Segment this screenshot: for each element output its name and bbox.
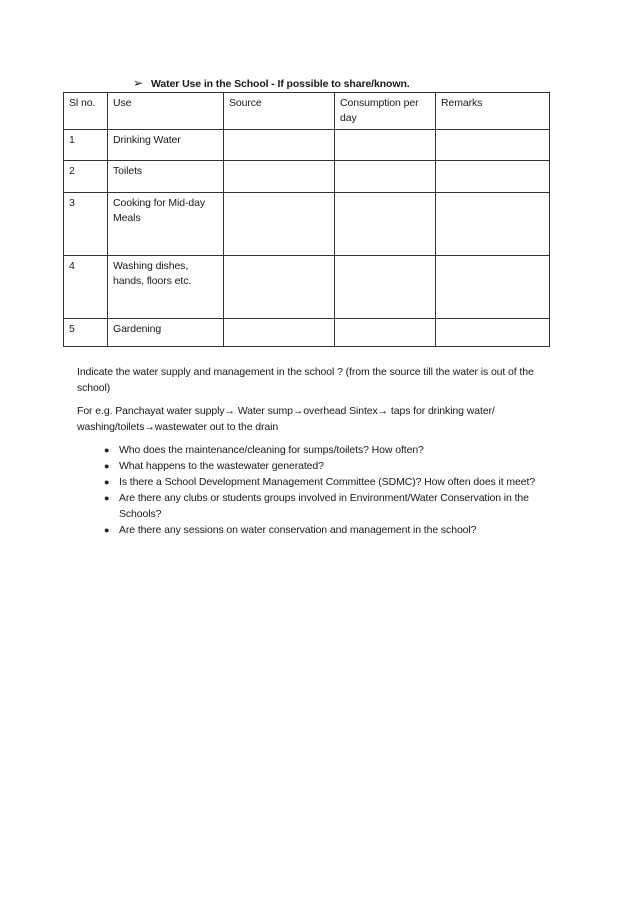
cell-source[interactable] [224,161,335,193]
cell-remarks[interactable] [436,193,550,256]
cell-consumption[interactable] [335,161,436,193]
list-item-text: Are there any sessions on water conservation and management in the school? [119,524,477,536]
list-item [77,442,567,458]
cell-consumption[interactable] [335,193,436,256]
list-item [77,458,567,474]
header-use: Use [108,93,224,130]
cell-use: Washing dishes, hands, floors etc. [108,256,224,319]
list-item-text: Who does the maintenance/cleaning for sumps/toilets? How often? [119,444,424,456]
supply-management-paragraph: Indicate the water supply and management in the school ? (from the source till the water is out of the school) [77,366,534,394]
header-remarks: Remarks [436,93,550,130]
cell-consumption[interactable] [335,256,436,319]
cell-use: Cooking for Mid-day Meals [108,193,224,256]
table-row [64,130,550,161]
header-consumption: Consumption per day [335,93,436,130]
table-header-row [64,93,550,130]
cell-remarks[interactable] [436,256,550,319]
question-list [77,442,567,538]
header-source: Source [224,93,335,130]
bullet-dot-icon: ● [104,493,110,503]
example-paragraph: For e.g. Panchayat water supply→ Water sump→overhead Sintex→ taps for drinking water/ washing/toilets→wastewater out to the drain [77,405,495,433]
cell-use: Toilets [108,161,224,193]
bullet-dot-icon: ● [104,525,110,535]
cell-use: Gardening [108,319,224,347]
list-item [77,474,567,490]
cell-source[interactable] [224,193,335,256]
cell-remarks[interactable] [436,319,550,347]
cell-sl-no: 5 [64,319,108,347]
cell-consumption[interactable] [335,319,436,347]
bullet-dot-icon: ● [104,445,110,455]
table-row [64,193,550,256]
list-item [77,490,567,522]
bullet-dot-icon: ● [104,461,110,471]
body-text [77,364,567,538]
header-sl-no: Sl no. [64,93,108,130]
list-item-text: What happens to the wastewater generated? [119,460,324,472]
table-row [64,319,550,347]
list-item-text: Are there any clubs or students groups involved in Environment/Water Conservation in the Schools? [119,492,529,520]
cell-sl-no: 3 [64,193,108,256]
section-heading-text: Water Use in the School - If possible to share/known. [150,78,410,90]
cell-source[interactable] [224,130,335,161]
section-heading [133,76,410,90]
cell-sl-no: 4 [64,256,108,319]
water-use-table [63,92,550,347]
cell-source[interactable] [224,319,335,347]
list-item [77,522,567,538]
cell-sl-no: 2 [64,161,108,193]
cell-remarks[interactable] [436,161,550,193]
cell-sl-no: 1 [64,130,108,161]
list-item-text: Is there a School Development Management Committee (SDMC)? How often does it meet? [119,476,536,488]
table-row [64,256,550,319]
cell-use: Drinking Water [108,130,224,161]
arrow-bullet-icon: ➢ [133,76,143,90]
cell-consumption[interactable] [335,130,436,161]
cell-source[interactable] [224,256,335,319]
bullet-dot-icon: ● [104,477,110,487]
table-row [64,161,550,193]
cell-remarks[interactable] [436,130,550,161]
